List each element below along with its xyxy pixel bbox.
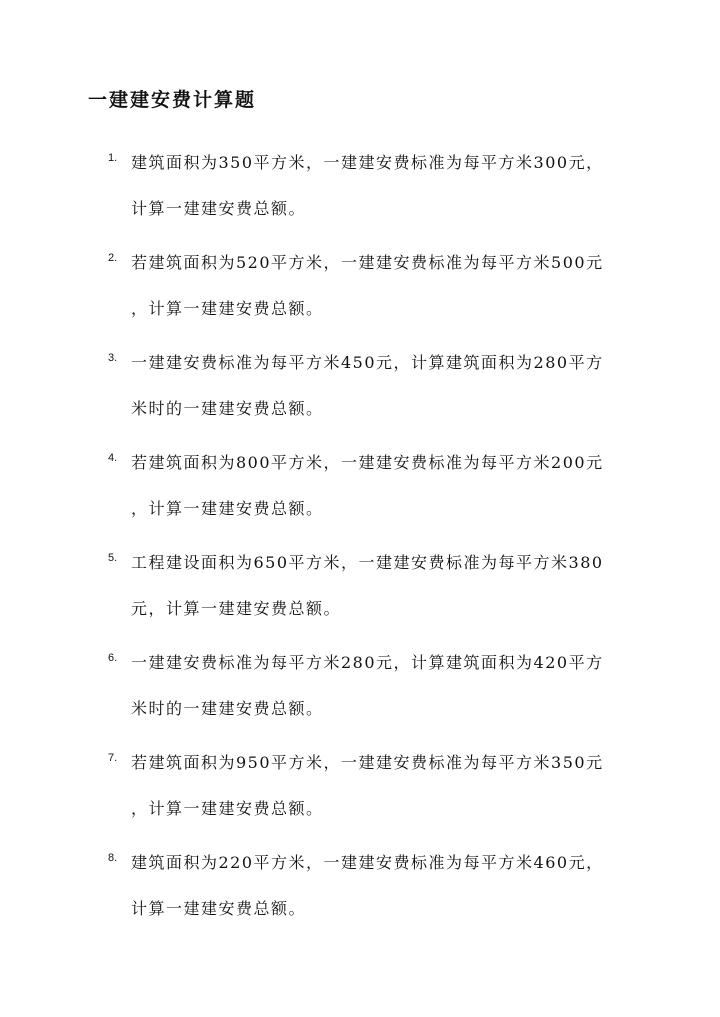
question-line-1: 一建建安费标准为每平方米450元，计算建筑面积为280平方 xyxy=(131,353,604,372)
question-number: 2. xyxy=(108,252,118,264)
list-item xyxy=(0,740,720,840)
question-line-2: 计算一建建安费总额。 xyxy=(131,199,307,218)
question-line-2: 计算一建建安费总额。 xyxy=(131,899,307,918)
list-item xyxy=(0,240,720,340)
question-number: 6. xyxy=(108,652,118,664)
question-text xyxy=(131,840,631,932)
question-number: 5. xyxy=(108,552,118,564)
question-number: 4. xyxy=(108,452,118,464)
question-text xyxy=(131,540,631,632)
question-line-2: 元，计算一建建安费总额。 xyxy=(131,599,342,618)
list-item xyxy=(0,540,720,640)
question-line-1: 若建筑面积为950平方米，一建建安费标准为每平方米350元 xyxy=(131,753,604,772)
question-list xyxy=(0,140,720,940)
question-text xyxy=(131,440,631,532)
question-line-1: 若建筑面积为800平方米，一建建安费标准为每平方米200元 xyxy=(131,453,604,472)
list-item xyxy=(0,440,720,540)
question-text xyxy=(131,640,631,732)
question-number: 3. xyxy=(108,352,118,364)
question-line-1: 建筑面积为220平方米，一建建安费标准为每平方米460元， xyxy=(131,853,604,872)
question-text xyxy=(131,140,631,232)
list-item xyxy=(0,340,720,440)
question-text xyxy=(131,340,631,432)
page-title: 一建建安费计算题 xyxy=(88,89,257,111)
question-line-2: 米时的一建建安费总额。 xyxy=(131,399,324,418)
question-number: 1. xyxy=(108,152,118,164)
list-item xyxy=(0,140,720,240)
question-line-1: 若建筑面积为520平方米，一建建安费标准为每平方米500元 xyxy=(131,253,604,272)
list-item xyxy=(0,840,720,940)
list-item xyxy=(0,640,720,740)
question-line-1: 工程建设面积为650平方米，一建建安费标准为每平方米380 xyxy=(131,553,604,572)
question-line-1: 一建建安费标准为每平方米280元，计算建筑面积为420平方 xyxy=(131,653,604,672)
question-line-2: ，计算一建建安费总额。 xyxy=(131,499,324,518)
question-text xyxy=(131,740,631,832)
question-line-2: ，计算一建建安费总额。 xyxy=(131,299,324,318)
question-number: 8. xyxy=(108,852,118,864)
question-line-2: ，计算一建建安费总额。 xyxy=(131,799,324,818)
question-line-1: 建筑面积为350平方米，一建建安费标准为每平方米300元， xyxy=(131,153,604,172)
question-line-2: 米时的一建建安费总额。 xyxy=(131,699,324,718)
question-text xyxy=(131,240,631,332)
question-number: 7. xyxy=(108,752,118,764)
